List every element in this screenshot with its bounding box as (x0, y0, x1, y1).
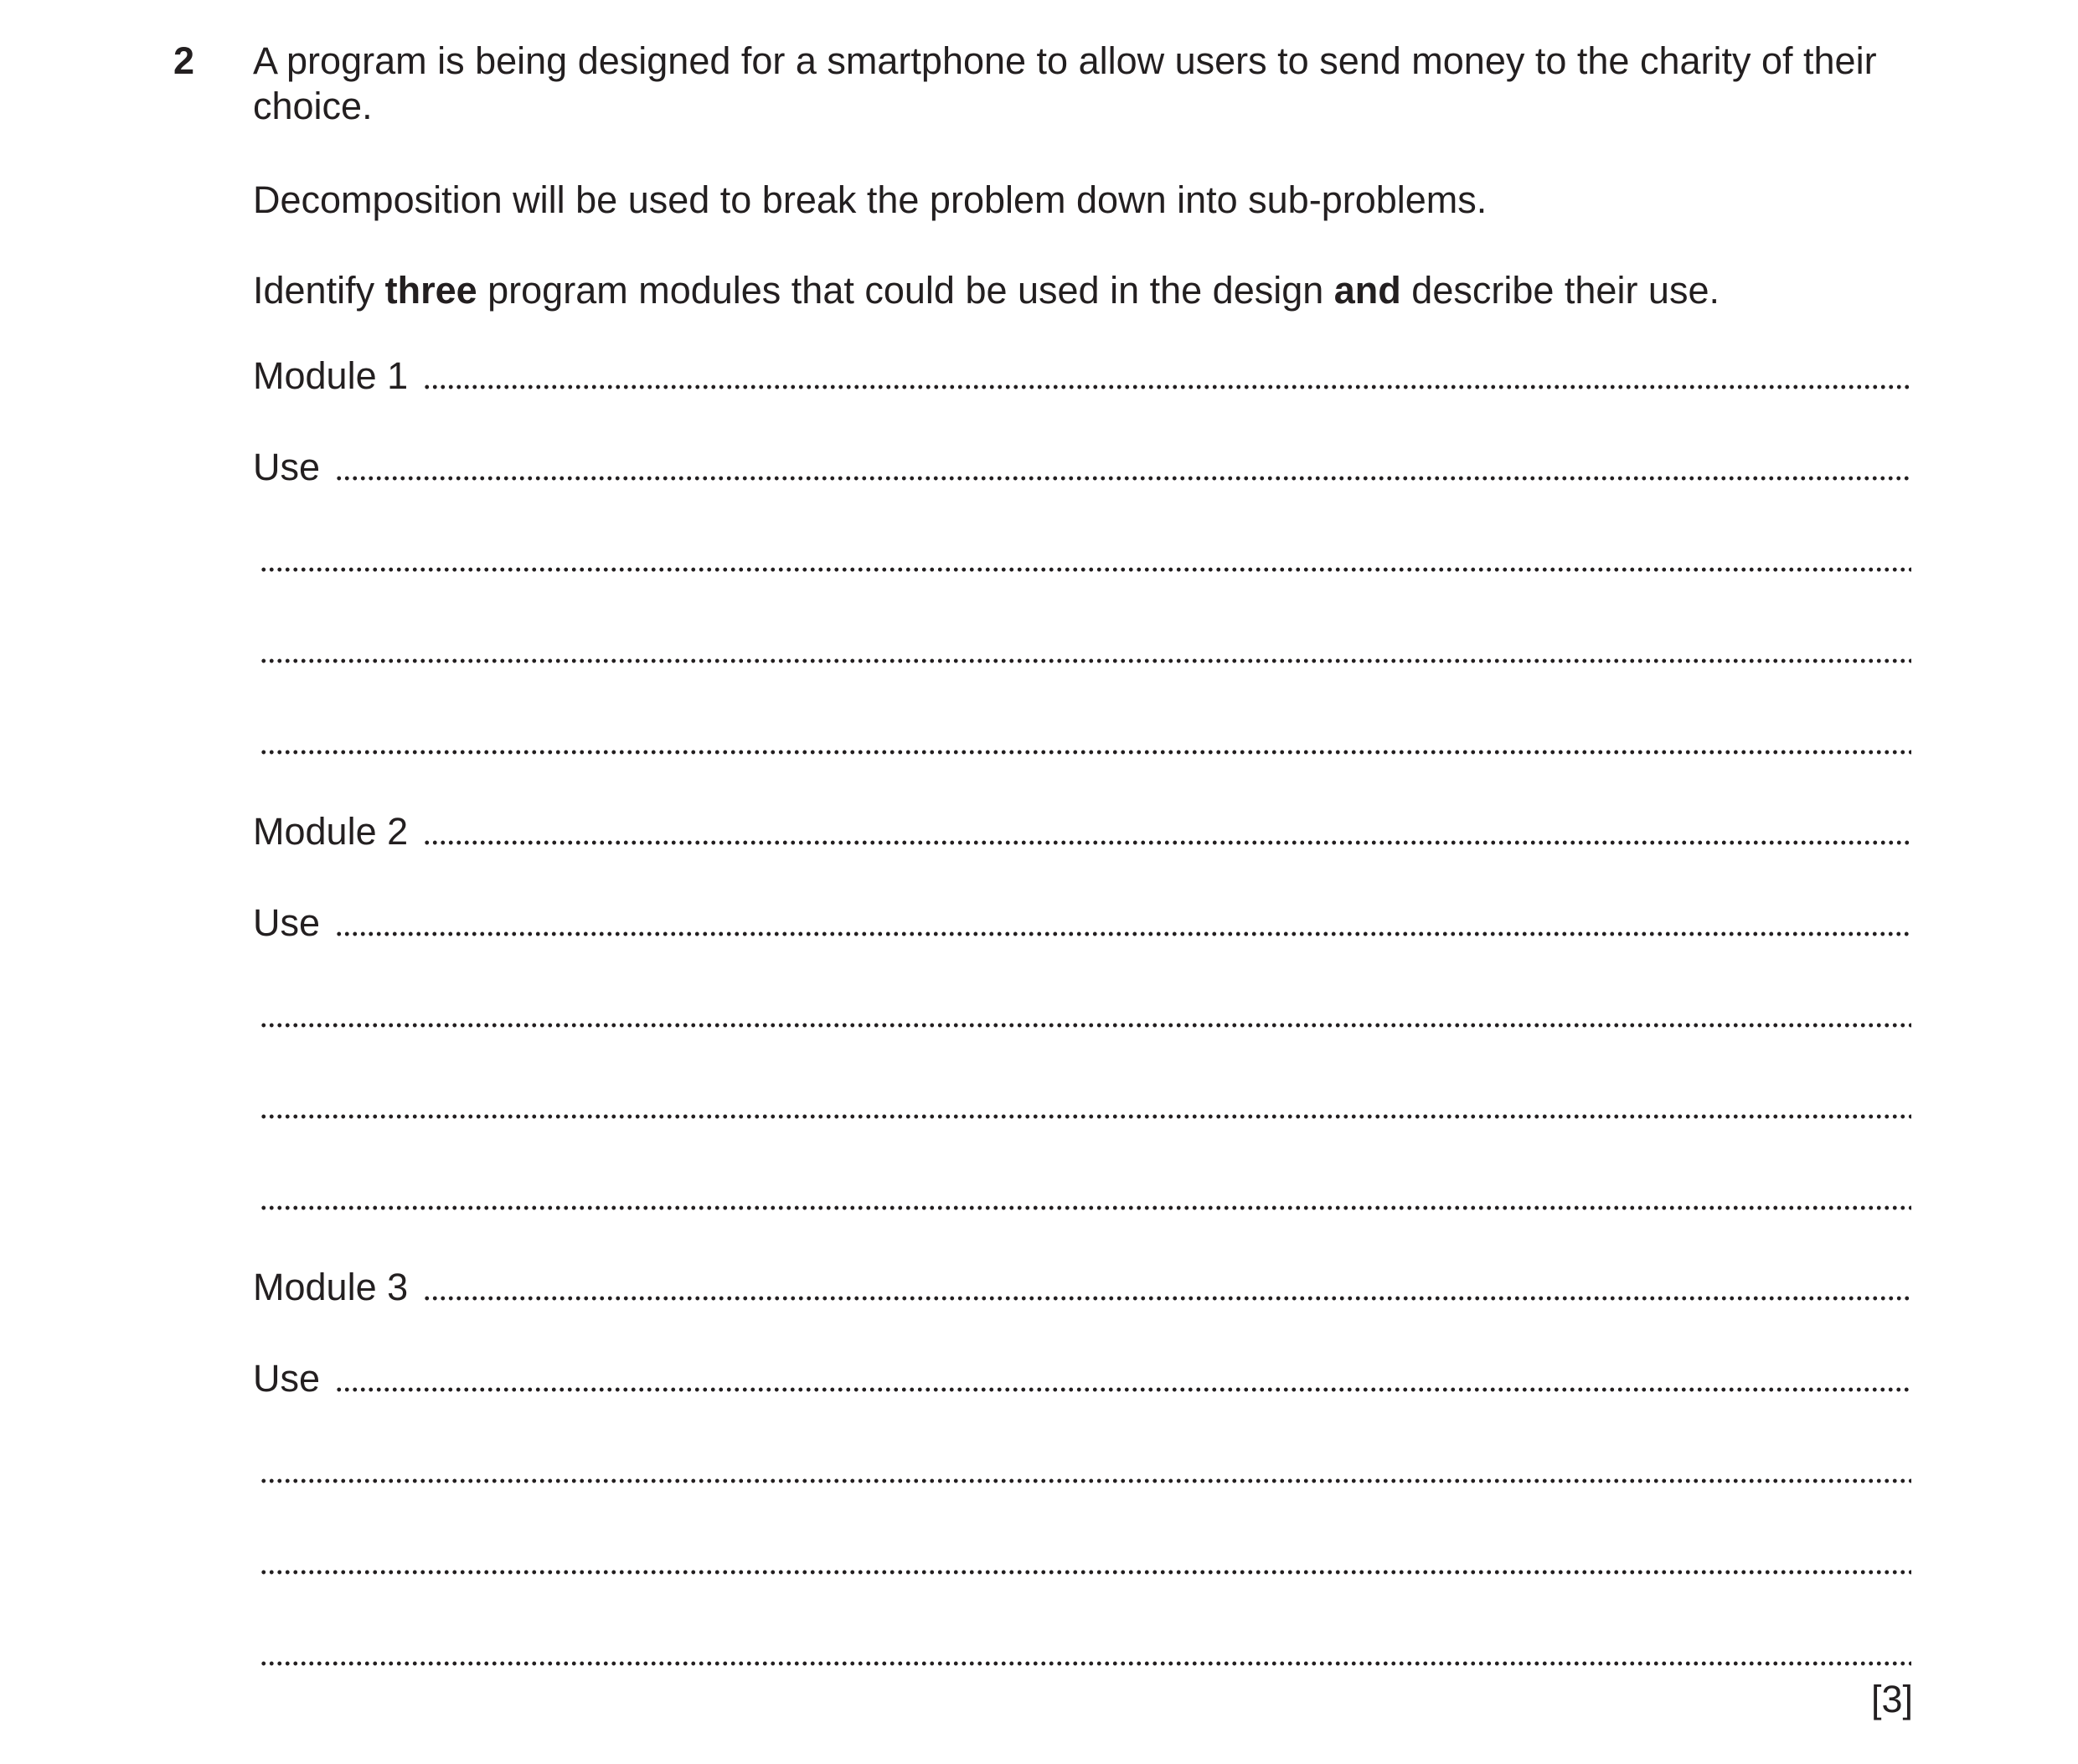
dotted-line (423, 384, 1911, 390)
dotted-line (260, 1660, 1911, 1667)
dotted-line (335, 931, 1911, 937)
dotted-line (260, 749, 1911, 756)
module-3-use-label: Use (253, 1357, 321, 1400)
instruction-text-2: program modules that could be used in the design (477, 269, 1334, 312)
module-1-label: Module 1 (253, 354, 409, 397)
module-2-use-line[interactable] (253, 897, 1911, 947)
dotted-line (260, 1204, 1911, 1211)
module-2-use-line-4[interactable] (253, 1171, 1911, 1221)
module-2-use-label: Use (253, 901, 321, 944)
dotted-line (423, 839, 1911, 846)
dotted-line (423, 1295, 1911, 1302)
module-1-use-label: Use (253, 446, 321, 488)
module-3-use-line-4[interactable] (253, 1627, 1911, 1677)
instruction-text-1: Identify (253, 269, 385, 312)
module-1-use-line-3[interactable] (253, 624, 1911, 674)
instruction-bold-and: and (1333, 269, 1401, 312)
decomposition-statement: Decomposition will be used to break the problem down into sub-problems. (253, 178, 1488, 221)
dotted-line (260, 1022, 1911, 1029)
module-2-use-line-2[interactable] (253, 988, 1911, 1039)
module-3-answer-line[interactable] (253, 1261, 1911, 1312)
dotted-line (335, 475, 1911, 482)
module-3-use-line-3[interactable] (253, 1535, 1911, 1586)
question-instruction (253, 268, 1928, 313)
module-2-use-line-3[interactable] (253, 1080, 1911, 1130)
module-3-use-line[interactable] (253, 1353, 1911, 1403)
dotted-line (260, 658, 1911, 664)
marks-allocation: [3] (1870, 1678, 1913, 1720)
instruction-text-3: describe their use. (1400, 269, 1720, 312)
question-stem: A program is being designed for a smartphone to allow users to send money to the charity of their choice. (253, 39, 1877, 127)
dotted-line (260, 566, 1911, 573)
dotted-line (260, 1478, 1911, 1484)
module-1-use-line[interactable] (253, 441, 1911, 492)
module-2-answer-line[interactable] (253, 806, 1911, 856)
module-1-use-line-4[interactable] (253, 715, 1911, 766)
dotted-line (260, 1569, 1911, 1576)
module-2-label: Module 2 (253, 810, 409, 853)
module-1-answer-line[interactable] (253, 350, 1911, 400)
instruction-bold-three: three (384, 269, 477, 312)
module-3-label: Module 3 (253, 1266, 409, 1308)
dotted-line (260, 1113, 1911, 1120)
module-3-use-line-2[interactable] (253, 1444, 1911, 1494)
question-number: 2 (173, 39, 195, 82)
dotted-line (335, 1386, 1911, 1393)
module-1-use-line-2[interactable] (253, 533, 1911, 583)
